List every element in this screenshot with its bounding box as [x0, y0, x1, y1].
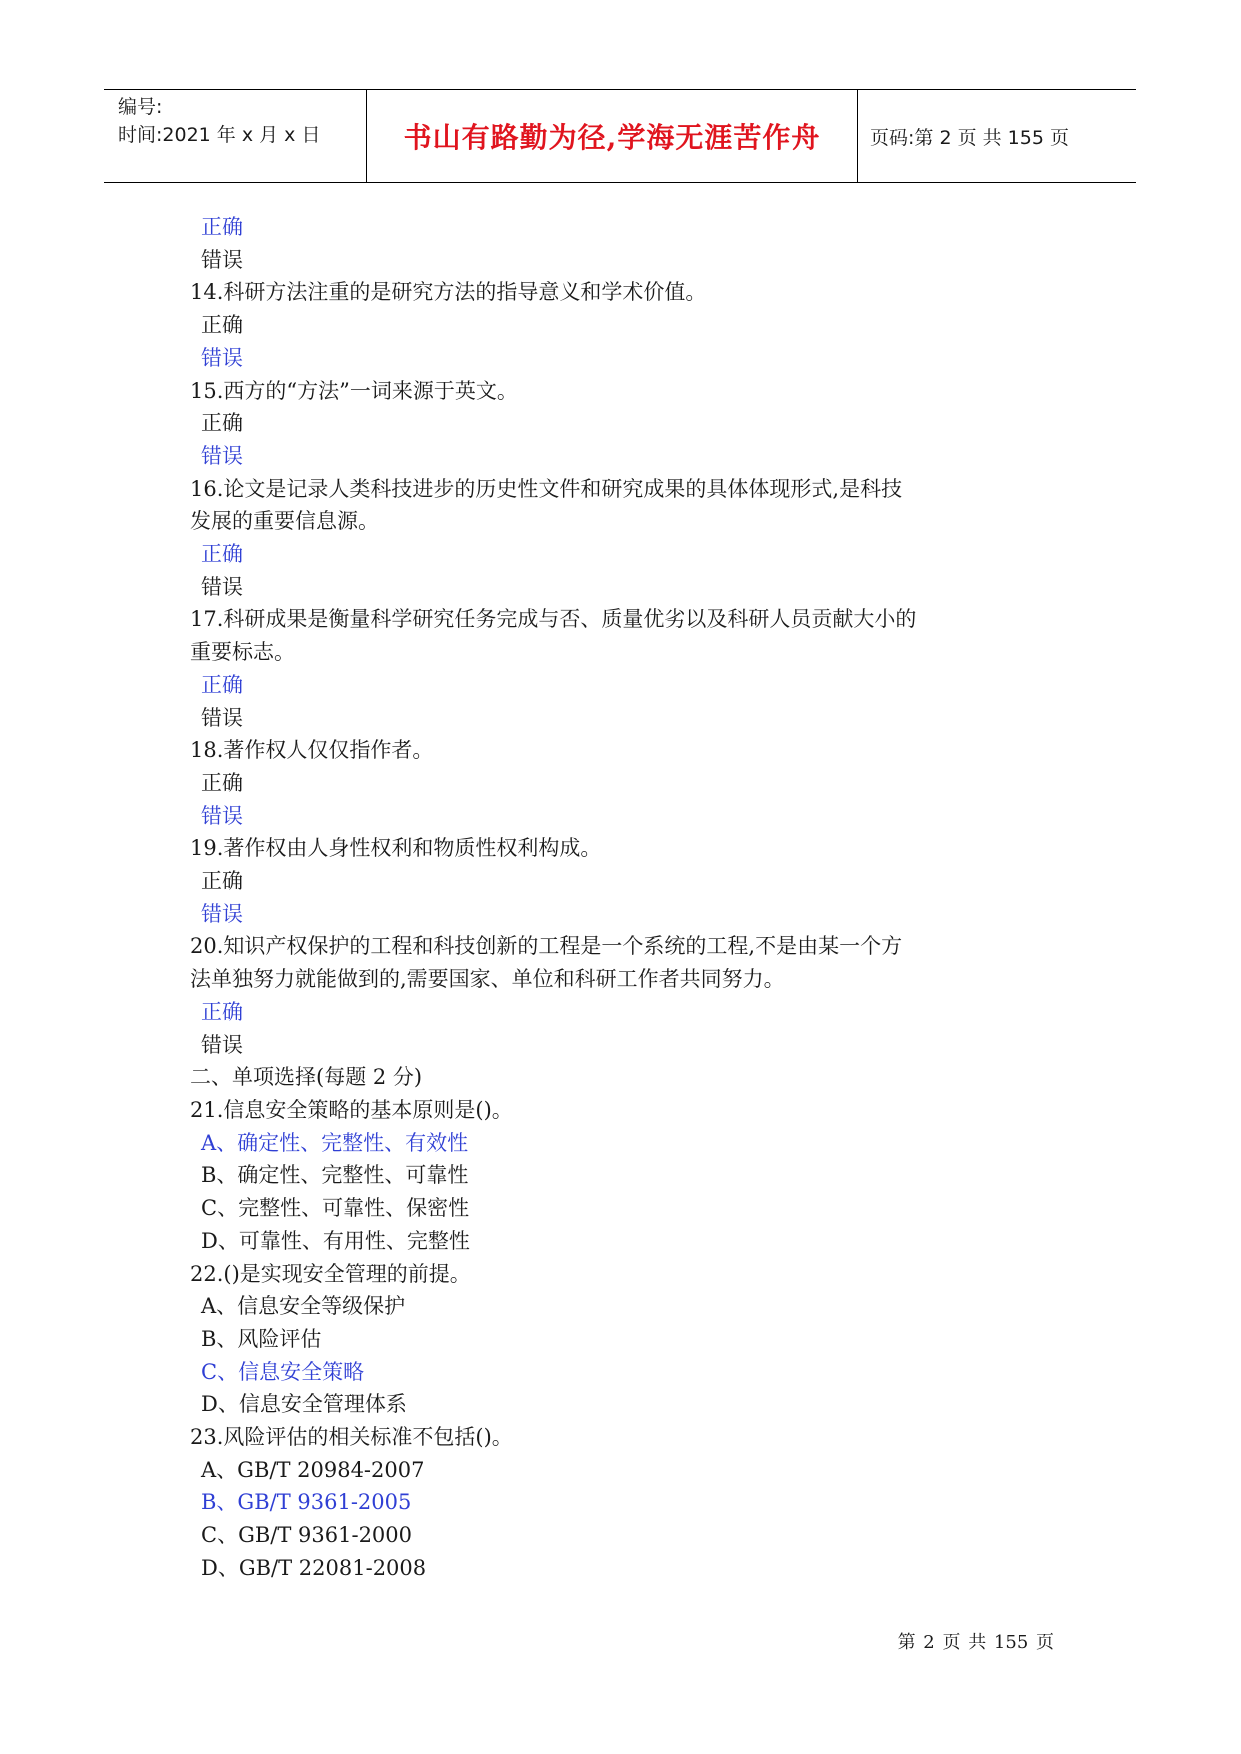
answer-option: 正确: [201, 411, 243, 436]
answer-option: 正确: [201, 770, 243, 795]
question-text: 15.西方的“方法”一词来源于英文。: [190, 378, 518, 403]
number-label: 编号:: [118, 96, 163, 118]
answer-option: 正确: [201, 313, 243, 338]
answer-option-correct: 错误: [201, 443, 243, 468]
question-text: 重要标志。: [190, 640, 295, 665]
answer-option-correct: 正确: [201, 542, 243, 567]
answer-option-correct: C、信息安全策略: [201, 1359, 365, 1384]
header-motto: 书山有路勤为径,学海无涯苦作舟: [367, 90, 858, 182]
header-meta: [104, 90, 367, 182]
answer-option-correct: 正确: [201, 215, 243, 239]
answer-option: 错误: [201, 705, 243, 730]
answer-option: B、确定性、完整性、可靠性: [201, 1163, 469, 1188]
question-text: 18.著作权人仅仅指作者。: [190, 738, 434, 763]
question-text: 16.论文是记录人类科技进步的历史性文件和研究成果的具体体现形式,是科技: [190, 476, 903, 501]
page-footer: 第 2 页 共 155 页: [897, 1632, 1054, 1653]
question-text: 法单独努力就能做到的,需要国家、单位和科研工作者共同努力。: [190, 967, 785, 992]
answer-option: C、GB/T 9361-2000: [201, 1523, 413, 1548]
answer-option-correct: B、GB/T 9361-2005: [201, 1490, 412, 1515]
document-body: [190, 211, 1070, 1585]
answer-option: A、GB/T 20984-2007: [201, 1457, 425, 1482]
answer-option: C、完整性、可靠性、保密性: [201, 1196, 470, 1221]
header-page-info: 页码:第 2 页 共 155 页: [870, 126, 1069, 149]
question-text: 发展的重要信息源。: [190, 509, 379, 534]
answer-option-correct: 正确: [201, 672, 243, 697]
question-text: 20.知识产权保护的工程和科技创新的工程是一个系统的工程,不是由某一个方: [190, 934, 903, 959]
answer-option: B、风险评估: [201, 1326, 322, 1351]
answer-option-correct: 正确: [201, 999, 243, 1024]
answer-option-correct: 错误: [201, 901, 243, 926]
time-label: 时间:2021 年 x 月 x 日: [118, 124, 321, 146]
question-text: 21.信息安全策略的基本原则是()。: [190, 1097, 513, 1122]
question-text: 17.科研成果是衡量科学研究任务完成与否、质量优劣以及科研人员贡献大小的: [190, 607, 917, 632]
question-text: 14.科研方法注重的是研究方法的指导意义和学术价值。: [190, 280, 707, 305]
answer-option: 错误: [201, 247, 243, 272]
answer-option: A、信息安全等级保护: [201, 1294, 406, 1319]
question-text: 22.()是实现安全管理的前提。: [190, 1261, 471, 1286]
answer-option-correct: 错误: [201, 345, 243, 370]
question-text: 19.著作权由人身性权利和物质性权利构成。: [190, 836, 602, 861]
question-text: 二、单项选择(每题 2 分): [190, 1065, 423, 1090]
answer-option: 正确: [201, 869, 243, 894]
answer-option-correct: 错误: [201, 803, 243, 828]
answer-option: D、可靠性、有用性、完整性: [201, 1228, 470, 1253]
answer-option: D、GB/T 22081-2008: [201, 1555, 427, 1580]
document-header: [104, 89, 1136, 183]
question-text: 23.风险评估的相关标准不包括()。: [190, 1425, 513, 1450]
answer-option-correct: A、确定性、完整性、有效性: [201, 1130, 469, 1155]
answer-option: D、信息安全管理体系: [201, 1392, 407, 1417]
answer-option: 错误: [201, 1032, 243, 1057]
answer-option: 错误: [201, 574, 243, 599]
